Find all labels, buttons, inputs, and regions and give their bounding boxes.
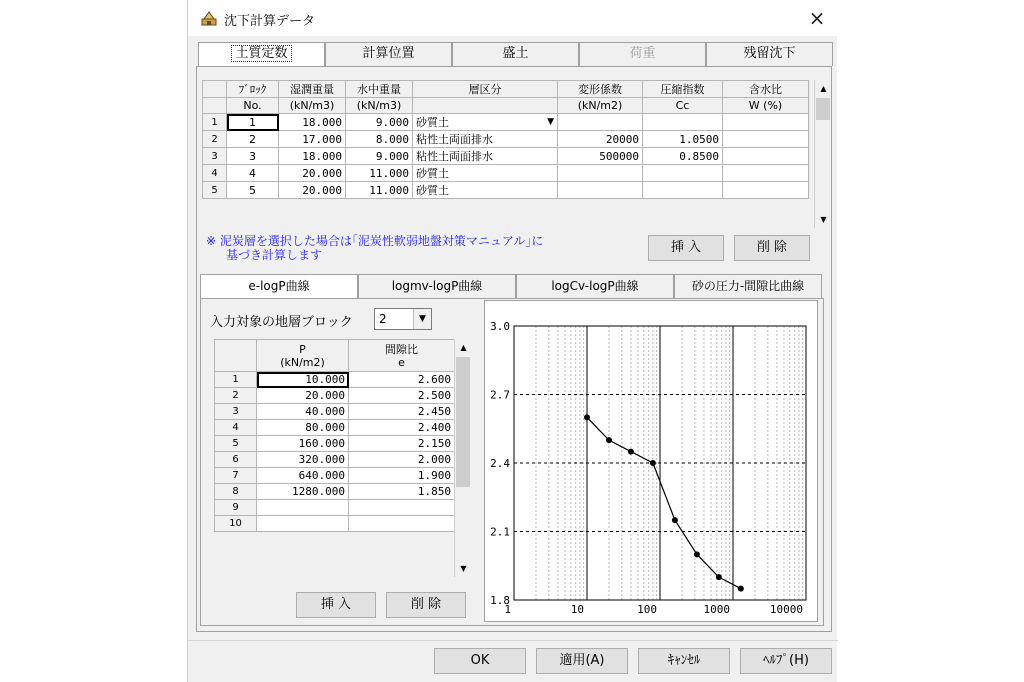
corner-cell — [215, 340, 257, 372]
note-line-1: 泥炭層を選択した場合は｢泥炭性軟弱地盤対策マニュアル｣に — [219, 234, 544, 248]
cell-p[interactable]: 40.000 — [257, 404, 349, 420]
header-p: P — [299, 342, 306, 356]
note-line-2: 基づき計算します — [226, 248, 323, 262]
cell-sub-weight[interactable]: 8.000 — [346, 131, 413, 148]
app-icon — [201, 10, 217, 26]
row-number: 2 — [203, 131, 227, 148]
cancel-button[interactable]: ｷｬﾝｾﾙ — [638, 648, 730, 674]
table-row — [215, 484, 455, 500]
cell-wet-weight[interactable]: 18.000 — [279, 148, 346, 165]
tab-load: 荷重 — [579, 42, 706, 66]
col-header-cc: 圧縮指数 — [643, 81, 723, 98]
cell-e[interactable]: 2.000 — [349, 452, 455, 468]
ok-button[interactable]: OK — [434, 648, 526, 674]
chevron-down-icon[interactable]: ▼ — [413, 309, 431, 329]
ep-table-scrollbar[interactable] — [454, 339, 471, 577]
tab-residual-settlement[interactable]: 残留沈下 — [706, 42, 833, 66]
col-header-deformation: 変形係数 — [558, 81, 643, 98]
cell-p[interactable] — [257, 500, 349, 516]
col-header-block: ﾌﾞﾛｯｸ — [227, 81, 279, 98]
cell-deformation[interactable] — [558, 165, 643, 182]
cell-e[interactable]: 2.500 — [349, 388, 455, 404]
e-logp-chart — [484, 300, 818, 622]
col-header-wet-weight: 湿潤重量 — [279, 81, 346, 98]
cell-e[interactable] — [349, 516, 455, 532]
soil-table-scrollbar[interactable] — [814, 80, 831, 228]
x-tick-label: 1000 — [703, 603, 730, 616]
col-unit-water: W (%) — [723, 98, 809, 114]
x-tick-label: 10000 — [769, 603, 803, 616]
row-number: 3 — [203, 148, 227, 165]
y-tick-label: 3.0 — [490, 320, 510, 333]
col-unit-layer — [413, 98, 558, 114]
cell-block[interactable]: 4 — [227, 165, 279, 182]
row-number: 1 — [203, 114, 227, 131]
y-tick-label: 2.4 — [490, 457, 510, 470]
header-e-sym: e — [398, 355, 405, 369]
cell-cc[interactable]: 0.8500 — [643, 148, 723, 165]
scroll-thumb[interactable] — [816, 98, 830, 120]
delete-row-button[interactable]: 削 除 — [734, 235, 810, 261]
cell-water[interactable] — [723, 148, 809, 165]
cell-p[interactable] — [257, 516, 349, 532]
row-number: 5 — [203, 182, 227, 199]
close-icon[interactable]: × — [808, 6, 826, 30]
y-tick-label: 1.8 — [490, 594, 510, 607]
table-row — [203, 148, 809, 165]
table-row — [215, 372, 455, 388]
row-number: 7 — [215, 468, 257, 484]
table-row — [215, 500, 455, 516]
title-bar — [188, 0, 838, 36]
ep-delete-button[interactable]: 削 除 — [386, 592, 466, 618]
footer-divider — [188, 640, 838, 641]
data-point — [672, 517, 678, 523]
peat-note — [206, 234, 626, 262]
cell-deformation[interactable]: 500000 — [558, 148, 643, 165]
cell-deformation[interactable]: 20000 — [558, 131, 643, 148]
data-point — [628, 449, 634, 455]
cell-sub-weight[interactable]: 9.000 — [346, 114, 413, 131]
col-header-p — [257, 340, 349, 372]
cell-p[interactable]: 640.000 — [257, 468, 349, 484]
y-tick-label: 2.1 — [490, 525, 510, 539]
row-number: 4 — [215, 420, 257, 436]
data-point — [738, 586, 744, 592]
cell-p[interactable]: 20.000 — [257, 388, 349, 404]
window-title: 沈下計算データ — [224, 14, 316, 29]
note-mark: ※ — [206, 234, 217, 248]
corner-cell — [203, 81, 227, 98]
col-header-e — [349, 340, 455, 372]
tab-soil-constants[interactable]: 土質定数 — [198, 42, 325, 66]
row-number: 5 — [215, 436, 257, 452]
x-tick-label: 1 — [504, 603, 511, 616]
cell-wet-weight[interactable]: 18.000 — [279, 114, 346, 131]
row-number: 9 — [215, 500, 257, 516]
col-header-water: 含水比 — [723, 81, 809, 98]
cell-cc[interactable] — [643, 114, 723, 131]
row-number: 2 — [215, 388, 257, 404]
cell-layer-dropdown[interactable] — [413, 114, 558, 131]
block-selector-label: 入力対象の地層ブロック — [210, 315, 353, 330]
cell-block[interactable]: 2 — [227, 131, 279, 148]
row-number: 4 — [203, 165, 227, 182]
cell-layer[interactable]: 砂質土 — [413, 165, 558, 182]
cell-wet-weight[interactable]: 20.000 — [279, 182, 346, 199]
block-selector-value: 2 — [379, 312, 387, 326]
data-point — [584, 414, 590, 420]
cell-deformation[interactable] — [558, 114, 643, 131]
scroll-thumb[interactable] — [456, 357, 470, 487]
table-row — [215, 516, 455, 532]
header-e: 間隙比 — [385, 342, 418, 356]
col-header-sub-weight: 水中重量 — [346, 81, 413, 98]
cell-wet-weight[interactable]: 20.000 — [279, 165, 346, 182]
dialog-window — [187, 0, 837, 682]
col-unit-deformation: (kN/m2) — [558, 98, 643, 114]
scroll-down-icon[interactable]: ▼ — [820, 215, 827, 224]
soil-table — [202, 80, 809, 199]
table-row — [215, 404, 455, 420]
data-point — [606, 437, 612, 443]
data-point — [650, 460, 656, 466]
cell-e[interactable]: 2.600 — [349, 372, 455, 388]
cell-p[interactable]: 10.000 — [257, 372, 349, 388]
cell-e[interactable]: 2.400 — [349, 420, 455, 436]
table-row — [203, 165, 809, 182]
cell-cc[interactable] — [643, 165, 723, 182]
cell-layer[interactable]: 粘性土両面排水 — [413, 131, 558, 148]
cell-e[interactable]: 1.850 — [349, 484, 455, 500]
data-point — [694, 551, 700, 557]
corner-cell — [203, 98, 227, 114]
data-point — [716, 574, 722, 580]
row-number: 1 — [215, 372, 257, 388]
row-number: 8 — [215, 484, 257, 500]
tab-logmv-logp[interactable]: logmv-logP曲線 — [358, 274, 516, 298]
table-row — [215, 388, 455, 404]
dropdown-arrow-icon[interactable]: ▼ — [547, 117, 554, 127]
x-tick-label: 10 — [570, 603, 584, 616]
cell-wet-weight[interactable]: 17.000 — [279, 131, 346, 148]
cell-p[interactable]: 160.000 — [257, 436, 349, 452]
cell-e[interactable] — [349, 500, 455, 516]
tab-calc-position[interactable]: 計算位置 — [325, 42, 452, 66]
ep-table — [214, 339, 455, 532]
x-tick-label: 100 — [637, 603, 657, 616]
table-row — [203, 114, 809, 131]
tab-embankment[interactable]: 盛土 — [452, 42, 579, 66]
cell-layer[interactable]: 粘性土両面排水 — [413, 148, 558, 165]
cell-p[interactable]: 80.000 — [257, 420, 349, 436]
insert-row-button[interactable]: 挿 入 — [648, 235, 724, 261]
tab-logcv-logp[interactable]: logCv-logP曲線 — [516, 274, 674, 298]
ep-insert-button[interactable]: 挿 入 — [296, 592, 376, 618]
header-p-unit: (kN/m2) — [280, 355, 325, 369]
tab-e-logp[interactable]: e-logP曲線 — [200, 274, 358, 298]
help-button[interactable]: ﾍﾙﾌﾟ(H) — [740, 648, 832, 674]
table-row — [215, 436, 455, 452]
cell-water[interactable] — [723, 165, 809, 182]
cell-deformation[interactable] — [558, 182, 643, 199]
table-row — [215, 452, 455, 468]
table-row — [203, 131, 809, 148]
cell-sub-weight[interactable]: 9.000 — [346, 148, 413, 165]
cell-e[interactable]: 2.150 — [349, 436, 455, 452]
col-unit-cc: Cc — [643, 98, 723, 114]
cell-p[interactable]: 1280.000 — [257, 484, 349, 500]
cell-e[interactable]: 1.900 — [349, 468, 455, 484]
scroll-up-icon[interactable]: ▲ — [460, 343, 467, 352]
cell-sub-weight[interactable]: 11.000 — [346, 165, 413, 182]
row-number: 3 — [215, 404, 257, 420]
scroll-down-icon[interactable]: ▼ — [460, 564, 467, 573]
layer-value: 砂質土 — [416, 116, 449, 129]
table-row — [215, 468, 455, 484]
col-unit-block: No. — [227, 98, 279, 114]
row-number: 10 — [215, 516, 257, 532]
cell-block[interactable]: 3 — [227, 148, 279, 165]
y-tick-label: 2.7 — [490, 388, 510, 402]
cell-layer[interactable]: 砂質土 — [413, 182, 558, 199]
cell-sub-weight[interactable]: 11.000 — [346, 182, 413, 199]
cell-water[interactable] — [723, 131, 809, 148]
block-selector-dropdown[interactable] — [374, 308, 432, 330]
table-row — [215, 420, 455, 436]
col-header-layer: 層区分 — [413, 81, 558, 98]
cell-cc[interactable] — [643, 182, 723, 199]
tab-sand-pressure-void[interactable]: 砂の圧力-間隙比曲線 — [674, 274, 822, 298]
cell-water[interactable] — [723, 114, 809, 131]
row-number: 6 — [215, 452, 257, 468]
col-unit-sub-weight: (kN/m3) — [346, 98, 413, 114]
col-unit-wet-weight: (kN/m3) — [279, 98, 346, 114]
scroll-up-icon[interactable]: ▲ — [820, 84, 827, 93]
cell-cc[interactable]: 1.0500 — [643, 131, 723, 148]
apply-button[interactable]: 適用(A) — [536, 648, 628, 674]
table-row — [203, 182, 809, 199]
cell-block[interactable]: 5 — [227, 182, 279, 199]
cell-e[interactable]: 2.450 — [349, 404, 455, 420]
cell-water[interactable] — [723, 182, 809, 199]
cell-p[interactable]: 320.000 — [257, 452, 349, 468]
series-line — [587, 417, 741, 588]
cell-block[interactable]: 1 — [227, 114, 279, 131]
